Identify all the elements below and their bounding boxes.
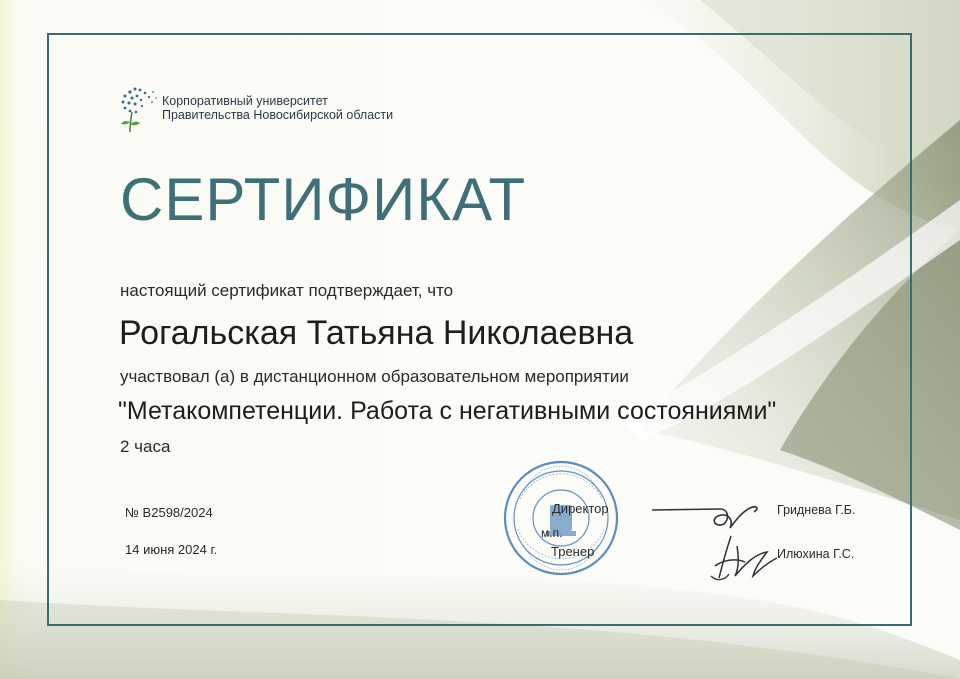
organization-line-1: Корпоративный университет — [162, 94, 328, 108]
issue-date: 14 июня 2024 г. — [125, 542, 218, 557]
intro-text: настоящий сертификат подтверждает, что — [120, 281, 454, 300]
organization-name — [162, 94, 393, 122]
recipient-name: Рогальская Татьяна Николаевна — [119, 314, 634, 352]
event-title: "Метакомпетенции. Работа с негативными состояниями" — [118, 397, 777, 425]
director-role: Директор — [552, 501, 609, 516]
certificate-number: № B2598/2024 — [125, 505, 213, 520]
certificate-title: СЕРТИФИКАТ — [120, 166, 527, 233]
trainer-signature-icon — [705, 532, 785, 584]
organization-line-2: Правительства Новосибирской области — [162, 108, 394, 122]
dandelion-logo-icon — [118, 84, 158, 134]
trainer-role: Тренер — [551, 544, 595, 559]
participation-text: участвовал (а) в дистанционном образовательном мероприятии — [120, 367, 629, 386]
stamp-label: м.п. — [541, 526, 563, 540]
seal-stamp-icon — [502, 459, 620, 577]
hours-text: 2 часа — [120, 437, 171, 456]
director-signature-icon — [650, 496, 770, 536]
trainer-name: Илюхина Г.С. — [777, 547, 855, 561]
director-name: Гриднева Г.Б. — [777, 503, 856, 517]
